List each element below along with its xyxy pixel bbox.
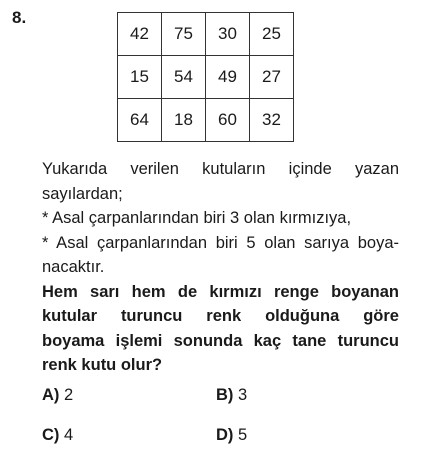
- number-grid: [117, 12, 294, 142]
- grid-cell: 25: [250, 13, 294, 56]
- choice-letter: A): [42, 386, 60, 404]
- grid-cell: 15: [118, 56, 162, 99]
- choice-value: 4: [64, 426, 74, 444]
- grid-row: [118, 56, 294, 99]
- choice-letter: C): [42, 426, 60, 444]
- stem-line: * Asal çarpanlarından biri 5 olan sarıya boya-: [42, 233, 399, 252]
- choice-letter: B): [216, 386, 234, 404]
- grid-cell: 54: [162, 56, 206, 99]
- stem-line: Yukarıda verilen kutuların içinde yazan: [42, 160, 399, 178]
- choice-d[interactable]: [216, 426, 247, 445]
- grid-cell: 18: [162, 99, 206, 142]
- grid-cell: 60: [206, 99, 250, 142]
- stem-line: * Asal çarpanlarından biri 3 olan kırmızıya,: [42, 209, 352, 227]
- grid-cell: 75: [162, 13, 206, 56]
- prompt-line: renk kutu olur?: [42, 356, 163, 374]
- grid-cell: 32: [250, 99, 294, 142]
- prompt-line: boyama işlemi sonunda kaç tane turuncu: [42, 331, 399, 350]
- choice-value: 3: [238, 386, 248, 404]
- choice-a[interactable]: [42, 386, 73, 405]
- grid-cell: 27: [250, 56, 294, 99]
- stem-line: nacaktır.: [42, 258, 105, 276]
- grid-row: [118, 13, 294, 56]
- stem-line: sayılardan;: [42, 184, 123, 203]
- choice-c[interactable]: [42, 426, 73, 445]
- prompt-line: Hem sarı hem de kırmızı renge boyanan: [42, 282, 399, 301]
- choice-value: 5: [238, 426, 248, 444]
- question-stem: [42, 157, 399, 378]
- prompt-line: kutular turuncu renk olduğuna göre: [42, 307, 399, 325]
- grid-cell: 30: [206, 13, 250, 56]
- choice-b[interactable]: [216, 386, 247, 405]
- grid-cell: 42: [118, 13, 162, 56]
- grid-cell: 64: [118, 99, 162, 142]
- choice-letter: D): [216, 426, 234, 444]
- grid-cell: 49: [206, 56, 250, 99]
- choice-value: 2: [64, 386, 74, 404]
- question-number: 8.: [12, 8, 27, 27]
- grid-row: [118, 99, 294, 142]
